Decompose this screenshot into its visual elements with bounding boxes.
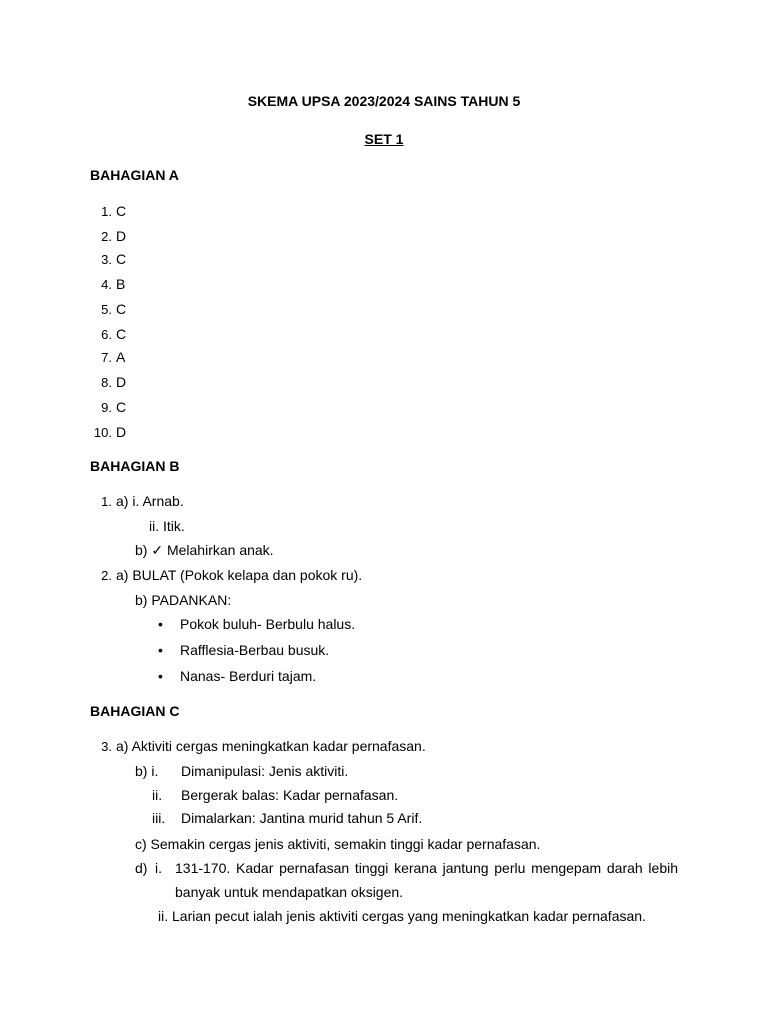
list-item: [90, 252, 126, 266]
item-number: 3.: [101, 739, 112, 754]
q3-a: a) Aktiviti cergas meningkatkan kadar pernafasan.: [116, 738, 426, 754]
item-answer: C: [116, 251, 127, 267]
item-number: 9.: [101, 400, 112, 415]
q3-d-i-label: i.: [155, 860, 162, 876]
item-answer: C: [116, 326, 127, 342]
item-number: 10.: [93, 425, 112, 440]
bullet-text: Rafflesia-Berbau busuk.: [180, 642, 330, 658]
section-heading-a: BAHAGIAN A: [90, 167, 179, 183]
document-title: SKEMA UPSA 2023/2024 SAINS TAHUN 5: [247, 93, 521, 109]
q3-d-i-line2: banyak untuk mendapatkan oksigen.: [175, 884, 404, 900]
bullet-icon: •: [158, 642, 163, 658]
list-item: [90, 425, 126, 439]
set-title: SET 1: [364, 131, 404, 147]
item-answer: C: [116, 399, 127, 415]
item-number: 2.: [101, 229, 112, 244]
q3-b-i: Dimanipulasi: Jenis aktiviti.: [181, 763, 349, 779]
item-answer: D: [116, 424, 127, 440]
question-3: [90, 739, 426, 753]
q1-a-i: a) i. Arnab.: [116, 493, 184, 509]
item-answer: A: [116, 349, 126, 365]
q3-b-iii-label: iii.: [152, 810, 166, 826]
item-answer: D: [116, 228, 127, 244]
item-answer: B: [116, 276, 126, 292]
section-heading-c: BAHAGIAN C: [90, 703, 180, 719]
item-number: 5.: [101, 302, 112, 317]
item-number: 2.: [101, 568, 112, 583]
bullet-item: [158, 669, 316, 683]
section-heading-b: BAHAGIAN B: [90, 458, 180, 474]
item-number: 1.: [101, 494, 112, 509]
item-number: 1.: [101, 204, 112, 219]
q3-b-iii: Dimalarkan: Jantina murid tahun 5 Arif.: [181, 810, 423, 826]
q2-a: a) BULAT (Pokok kelapa dan pokok ru).: [116, 567, 363, 583]
item-number: 7.: [101, 350, 112, 365]
q2-b: b) PADANKAN:: [135, 592, 232, 608]
list-item: [90, 229, 126, 243]
item-number: 3.: [101, 252, 112, 267]
item-answer: C: [116, 301, 127, 317]
bullet-icon: •: [158, 616, 163, 632]
item-number: 8.: [101, 375, 112, 390]
q3-d-label: d): [135, 860, 148, 876]
q3-b-ii: Bergerak balas: Kadar pernafasan.: [181, 787, 399, 803]
list-item: [90, 375, 126, 389]
list-item: [90, 302, 126, 316]
q1-a-ii: ii. Itik.: [149, 518, 185, 534]
question-1: [90, 494, 184, 508]
q3-c: c) Semakin cergas jenis aktiviti, semakin tinggi kadar pernafasan.: [135, 836, 541, 852]
list-item: [90, 400, 126, 414]
question-2: [90, 568, 362, 582]
bullet-icon: •: [158, 668, 163, 684]
bullet-text: Pokok buluh- Berbulu halus.: [180, 616, 356, 632]
q3-b-label: b) i.: [135, 763, 159, 779]
list-item: [90, 204, 126, 218]
bullet-item: [158, 617, 355, 631]
list-item: [90, 277, 125, 291]
q3-b-ii-label: ii.: [152, 787, 163, 803]
item-answer: D: [116, 374, 127, 390]
q3-d-ii: ii. Larian pecut ialah jenis aktiviti cergas yang meningkatkan kadar pernafasan.: [158, 908, 646, 924]
q1-b: b) ✓ Melahirkan anak.: [135, 542, 274, 558]
item-answer: C: [116, 203, 127, 219]
bullet-item: [158, 643, 329, 657]
q3-d-i-line1: 131-170. Kadar pernafasan tinggi kerana jantung perlu mengepam darah lebih: [175, 860, 678, 876]
bullet-text: Nanas- Berduri tajam.: [180, 668, 317, 684]
item-number: 6.: [101, 327, 112, 342]
list-item: [90, 327, 126, 341]
item-number: 4.: [101, 277, 112, 292]
list-item: [90, 350, 125, 364]
